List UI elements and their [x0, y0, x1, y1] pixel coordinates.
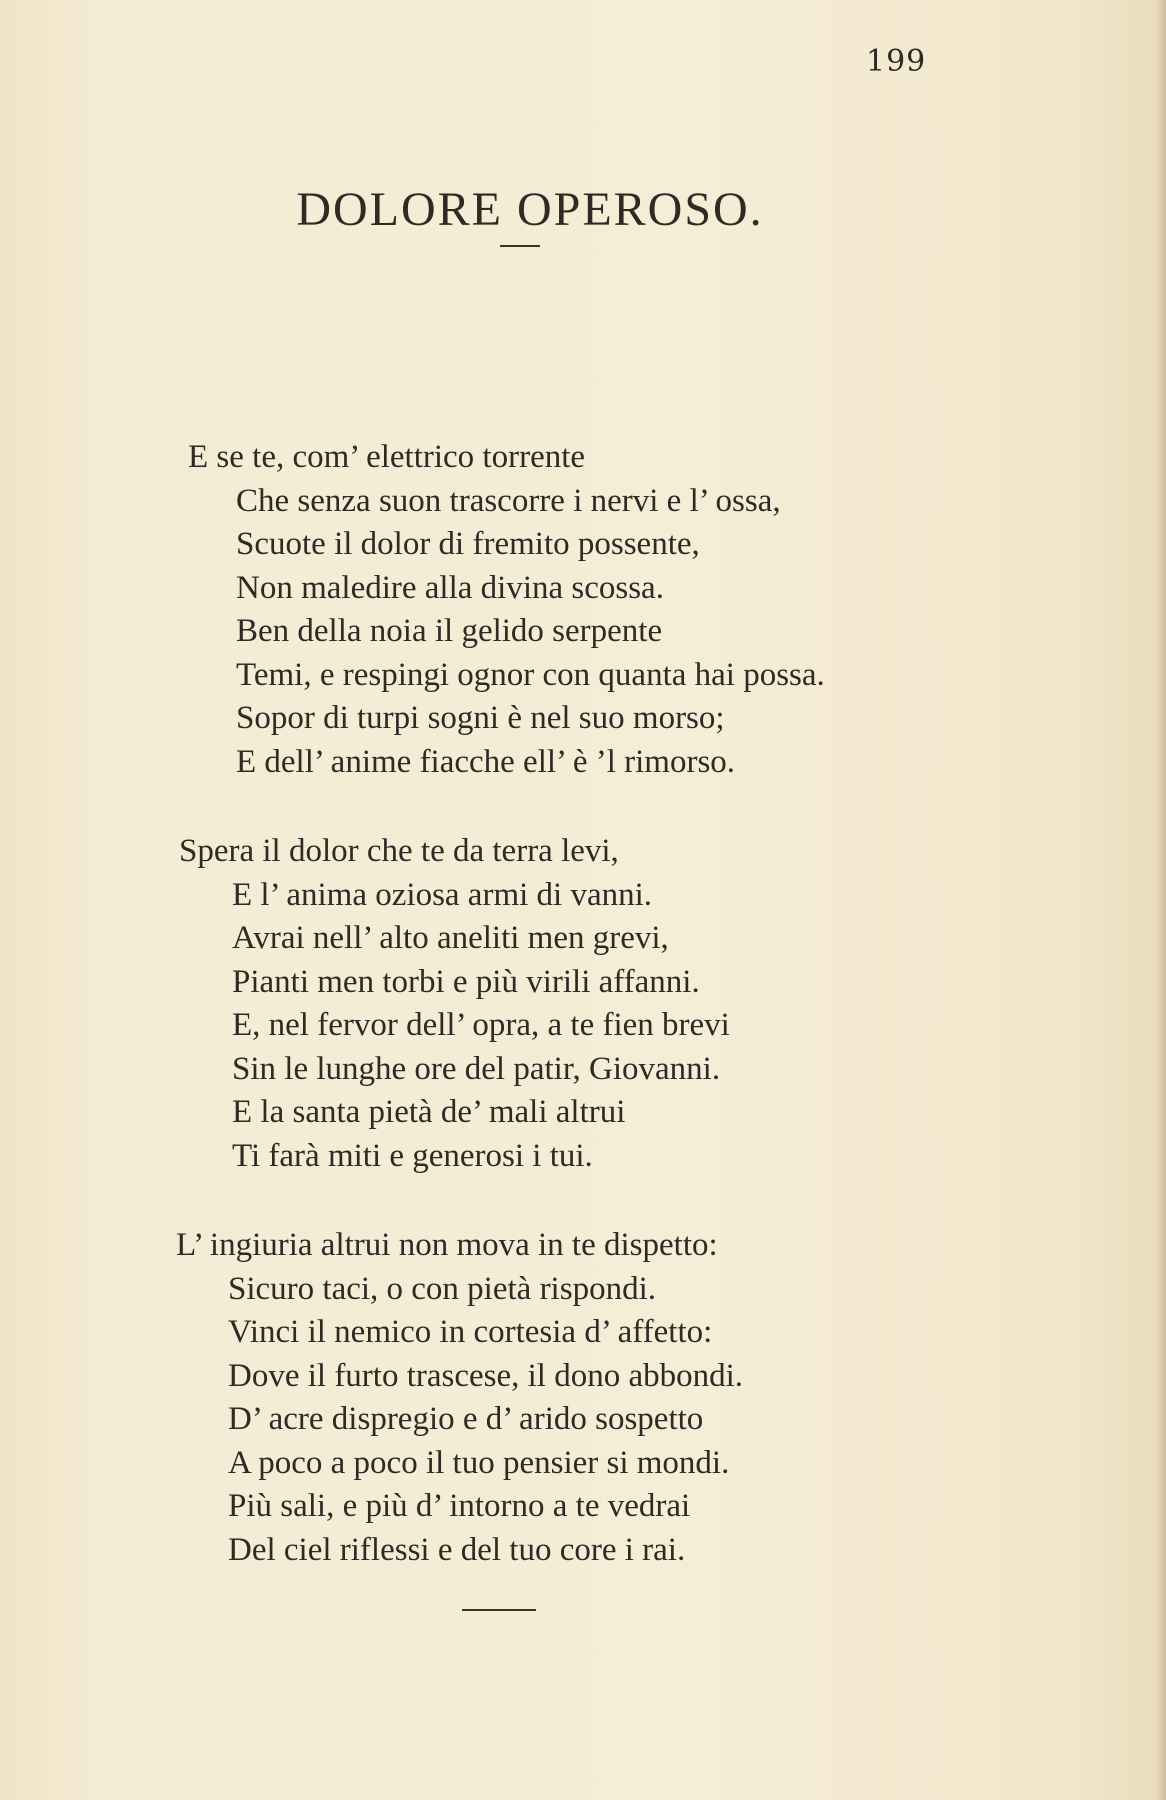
- verse-line: E dell’ anime fiacche ell’ è ’l rimorso.: [236, 743, 736, 780]
- verse-line: Ben della noia il gelido serpente: [236, 613, 663, 649]
- poem-title: DOLORE OPEROSO.: [296, 183, 764, 237]
- verse-line: E, nel fervor dell’ opra, a te fien brevi: [232, 1007, 730, 1043]
- verse-line: Che senza suon trascorre i nervi e l’ ossa,: [236, 482, 781, 519]
- verse-line: D’ acre dispregio e d’ arido sospetto: [228, 1401, 704, 1437]
- title-divider: [500, 245, 540, 247]
- stanza-1: [0, 436, 1000, 784]
- verse-line: Sopor di turpi sogni è nel suo morso;: [236, 700, 725, 736]
- end-divider: [462, 1609, 536, 1611]
- verse-line: Pianti men torbi e più virili affanni.: [232, 963, 700, 1000]
- verse-line: Sicuro taci, o con pietà rispondi.: [228, 1270, 656, 1307]
- verse-line: Temi, e respingi ognor con quanta hai possa.: [236, 656, 825, 693]
- verse-line: Vinci il nemico in cortesia d’ affetto:: [228, 1314, 713, 1350]
- verse-line: Del ciel riflessi e del tuo core i rai.: [228, 1531, 686, 1568]
- verse-line: E la santa pietà de’ mali altrui: [232, 1094, 626, 1130]
- verse-line: L’ ingiuria altrui non mova in te dispetto:: [176, 1227, 718, 1263]
- verse-line: Più sali, e più d’ intorno a te vedrai: [228, 1488, 691, 1524]
- page-number: 199: [866, 44, 927, 79]
- verse-line: Scuote il dolor di fremito possente,: [236, 526, 700, 562]
- verse-line: Sin le lunghe ore del patir, Giovanni.: [232, 1050, 721, 1087]
- stanza-3: [0, 1224, 1000, 1572]
- verse-line: Ti farà miti e generosi i tui.: [232, 1137, 593, 1174]
- verse-line: Dove il furto trascese, il dono abbondi.: [228, 1357, 744, 1394]
- verse-line: Non maledire alla divina scossa.: [236, 569, 664, 606]
- verse-line: A poco a poco il tuo pensier si mondi.: [228, 1444, 730, 1481]
- stanza-2: [0, 830, 1000, 1178]
- verse-line: Avrai nell’ alto aneliti men grevi,: [232, 920, 669, 956]
- verse-line: E se te, com’ elettrico torrente: [188, 439, 586, 475]
- verse-line: E l’ anima oziosa armi di vanni.: [232, 876, 653, 913]
- verse-line: Spera il dolor che te da terra levi,: [179, 833, 619, 869]
